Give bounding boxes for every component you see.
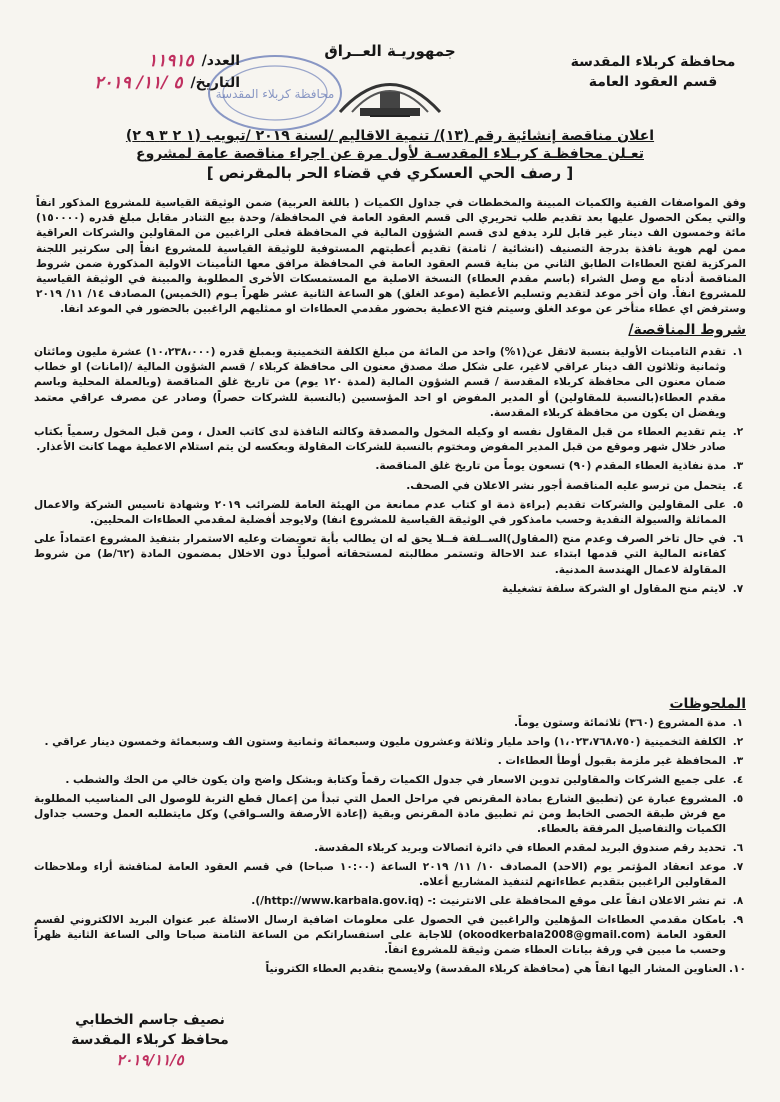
stamp-text: محافظة كربلاء المقدسة (215, 87, 335, 101)
list-item: ١. تقدم التامينات الأولية بنسبة لاتقل عن(١%) واحد من المائة من مبلغ الكلفة التخمينية وبمبلغ قدره (١٠،٢٣٨،٠٠٠) عشرة مليون ومائتان وثمانية وثلاثون الف دينار عراقي لاغير، على شكل صك مصدق معنون الى محافظة كربلاء / قسم الشؤون المالية /(امانات) او خطاب ضمان معنون الى محافظة كربلاء المقدسة / قسم الشؤون المالية (لمدة ١٢٠ يوم) من تاريخ غلق المناقصة (وبالعملة المحلية وباسم مقدم العطاء(بالنسبة للمقاولين) أو المدير المفوض او احد المؤسسين (بالنسبة للشركات حصراً) وصادر عن مصرف عراقي معتمد ويفضل ان يكون من محافظة كربلاء المقدسة. (34, 346, 744, 419)
signature-block (60, 1010, 240, 1070)
notes-title: الملحوظات (669, 696, 746, 712)
number-label: العدد/ (201, 53, 240, 69)
list-item: ٦. في حال تاخر الصرف وعدم منح (المقاول)الســلفة فــلا يحق له ان يطالب بأية تعويضات وعليه الاستمرار بتنفيذ المشروع اعتماداً على كفاءته المالية التي قدمها ابتداء عند الاحالة وتستمر مطالبته لمستحقاته أصولياً دون الاخلال بمضمون المادة (٦٢/ط) من شروط المقاولة لاعمال الهندسة المدنية. (34, 533, 744, 576)
notes-list (34, 716, 746, 981)
number-value: ١١٩١٥ (148, 51, 194, 71)
list-item: ٩. بامكان مقدمي العطاءات المؤهلين والراغبين في الحصول على معلومات اضافية ارسال الاسئلة عبر عنوان البريد الالكتروني لقسم العقود العامة (okoodkerbala2008@gmail.com) للاجابة على استفساراتكم من الساعة الثامنة صباحا والى الساعة الثانية ظهراً وحسب ما مبين في ورقة بيانات العطاء ضمن وثيقة للمشروع انفاً. (34, 914, 744, 956)
list-item: ٢. الكلفة التخمينية (١،٠٢٣،٧٦٨،٧٥٠) واحد مليار وثلاثة وعشرون مليون وسبعمائة وثمانية وستون الف وسبعمائة وخمسون دينار عراقي . (44, 736, 744, 748)
date-label: التاريخ/ (190, 75, 240, 91)
list-item: ٨. تم نشر الاعلان انفاً على موقع المحافظة على الانترنيت :- (http://www.karbala.gov.iq/). (251, 895, 744, 907)
department-name: قسم العقود العامة (588, 74, 718, 90)
issuer-block (558, 52, 748, 92)
republic-emblem-icon (330, 62, 450, 126)
list-item: ٣. مدة نفاذية العطاء المقدم (٩٠) تسعون يوماً من تاريخ غلق المناقصة. (375, 460, 744, 473)
list-item: ٣. المحافظة غير ملزمة بقبول أوطأ العطاءات . (497, 755, 744, 767)
list-item: ٥. المشروع عبارة عن (تطبيق الشارع بمادة المقرنص في مراحل العمل التي تبدأ من إعمال قطع التربة للوصول الى المناسيب المطلوبة مع فرش طبقة الحصى الخابط ومن ثم تطبيق مادة المقرنص وبقية (إعادة الأرصفة والسـواقي) وكل مايتطلبه العمل وحسب جداول الكميات والتفاصيل المرفقة بالعطاء. (34, 793, 744, 835)
signatory-title: محافظ كربلاء المقدسة (71, 1032, 229, 1048)
list-item: ٤. على جميع الشركات والمقاولين تدوين الاسعار في جدول الكميات رقماً وكتابة وبشكل واضح وان يكون خالي من الحك والشطب . (65, 774, 744, 786)
reference-block (40, 50, 240, 94)
list-item: ١٠. العناوين المشار اليها انفاً هي (محافظة كربلاء المقدسة) ولايسمح بتقديم العطاء الكترونياً (265, 963, 746, 975)
project-name: [ رصف الحي العسكري في قضاء الحر بالمقرنص ] (206, 164, 574, 182)
announcement-subtitle: تعـلن محافظـة كربـلاء المقدسـة لأول مرة عن اجراء مناقصة عامة لمشروع (136, 146, 644, 162)
announcement-title: اعلان مناقصة إنشائية رقم (١٣)/ تنمية الاقاليم /لسنة ٢٠١٩ /تبويب (١ ٢ ٣ ٩ ٢) (125, 128, 655, 144)
list-item: ١. مدة المشروع (٣٦٠) ثلاثمائة وستون يوماً. (513, 717, 744, 729)
announcement-titles (60, 128, 720, 182)
signature-date: ٢٠١٩/١١/٥ (116, 1051, 184, 1069)
date-value: ٥ /١١/ ٢٠١٩ (94, 73, 183, 93)
republic-title: جمهوريـة العــراق (324, 42, 456, 60)
list-item: ٥. على المقاولين والشركات تقديم (براءة ذمة او كتاب عدم ممانعة من الهيئة العامة للضرائب ٢٠١٩ وشهادة تاسيس الشركة والاعمال المماثلة والسيولة النقدية وحسب مامذكور في الوثيقة القياسية للمشروع انفا) ولايوجد أفضلية لمقدمي العطاءات المحليين. (34, 498, 744, 527)
conditions-list (34, 345, 746, 601)
list-item: ٤. يتحمل من ترسو عليه المناقصة أجور نشر الاعلان في الصحف. (406, 479, 744, 492)
intro-paragraph: وفق المواصفات الفنية والكميات المبينة والمخططات في جداول الكميات ( باللغة العربية) ضمن الوثيقة القياسية للمشروع المذكور انفاً والتي يمكن الحصول عليها بعد تقديم طلب تحريري الى قسم العقود العامة في المحافظة/ وحدة بيع التنادر مقابل مبلغ قدره (١٥٠٠٠٠) مائة وخمسون الف دينار غير قابل للرد يدفع لدى قسم الشؤون المالية في المحافظة فعلى الراغبين من المقاولين والشركات العراقية ممن لهم هوية نافذة بدرجة التصنيف (انشائية / ثامنة) تقديم أعطيتهم المستوفية للوثيقة القياسية للمشروع انفاً إلى سكرتير اللجنة المركزية لفتح العطاءات الطابق الثاني من بناية قسم العقود العامة في المحافظة مرافق معها التأمينات الاولية المذكورة ضمن شروط المناقصة أدناه مع وصل الشراء (باسم مقدم العطاء) النسخة الاصلية مع المستمسكات الأخرى المطلوبة والمبينة في الوثيقة القياسية للمشروع انفاً. وان أخر موعد لتقديم وتسليم الأعطية (موعد الغلق) هو الساعة الثانية عشر ظهراً يـوم (الخميس) المصادف ١٤/ ١١/ ٢٠١٩ وسترفض اي عطاء متأخر عن موعد الغلق وسيتم فتح الاعطية بحضور مقدمي العطاءات او ممثليهم الراغبين بالحضور في الموعد انفا. (36, 197, 746, 316)
list-item: ٢. يتم تقديم العطاء من قبل المقاول نفسه او وكيله المخول والمصدقة وكالته النافذة لدى كاتب العدل ، ومن قبل المخول رسمياً بكتاب صادر خلال شهر وموقع من قبل المدير المفوض ومختوم بالنسبة للشركات المقاولة وبعكسه لن يتم استلام الاعطية مهما كانت الأعذار. (34, 426, 744, 454)
list-item: ٧. موعد انعقاد المؤتمر يوم (الاحد) المصادف ١٠/ ١١/ ٢٠١٩ الساعة (١٠:٠٠ صباحا) في قسم العقود العامة لمناقشة أراء وملاحظات المقاولين الراغبين بتقديم عطاءاتهم لتنفيذ المشاريع أعلاه. (34, 861, 744, 888)
governorate-name: محافظة كربلاء المقدسة (570, 54, 736, 70)
conditions-title: شروط المناقصة/ (628, 322, 746, 338)
list-item: ٦. تحديد رقم صندوق البريد لمقدم العطاء في دائرة اتصالات وبريد كربلاء المقدسة. (314, 842, 744, 854)
signatory-name: نصيف جاسم الخطابي (75, 1012, 225, 1028)
list-item: ٧. لايتم منح المقاول او الشركة سلفة تشغيلية (502, 582, 744, 595)
